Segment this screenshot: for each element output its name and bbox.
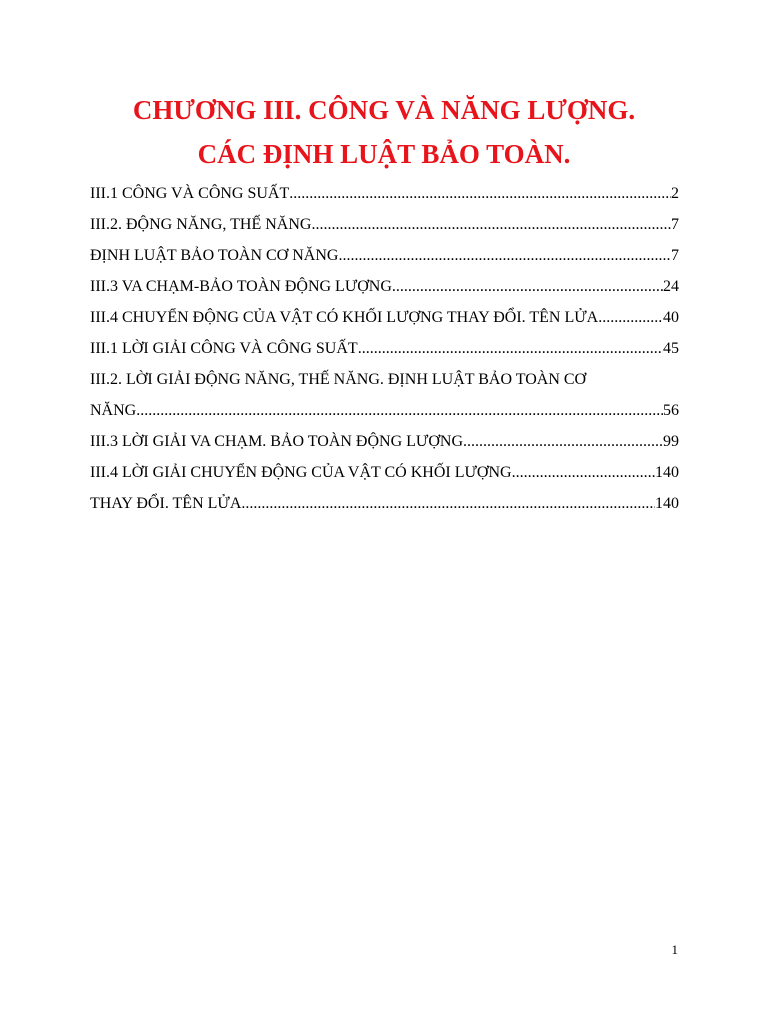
toc-entry-page: 2	[671, 185, 679, 202]
toc-entry[interactable]	[90, 457, 679, 488]
toc-entry[interactable]	[90, 240, 679, 271]
toc-entry[interactable]	[90, 395, 679, 426]
toc-entry[interactable]	[90, 364, 679, 395]
toc-entry-page: 7	[671, 216, 679, 233]
chapter-title-line-2: CÁC ĐỊNH LUẬT BẢO TOÀN.	[197, 139, 571, 169]
toc-entry[interactable]	[90, 302, 679, 333]
toc-entry-page: 140	[655, 495, 679, 512]
toc-entry-title: THAY ĐỔI. TÊN LỬA	[90, 495, 242, 512]
toc-entry[interactable]	[90, 426, 679, 457]
toc-dot-leader	[311, 209, 671, 240]
toc-dot-leader	[136, 395, 663, 426]
toc-dot-leader	[512, 457, 655, 488]
chapter-title-line-1: CHƯƠNG III. CÔNG VÀ NĂNG LƯỢNG.	[132, 95, 636, 125]
toc-entry-title: III.3 VA CHẠM-BẢO TOÀN ĐỘNG LƯỢNG	[90, 278, 392, 295]
toc-entry-page: 140	[655, 464, 679, 481]
toc-entry[interactable]	[90, 271, 679, 302]
toc-dot-leader	[392, 271, 663, 302]
toc-entry-page: 99	[663, 433, 679, 450]
footer-page-number: 1	[671, 942, 678, 957]
toc-entry[interactable]	[90, 488, 679, 519]
toc-entry-page: 40	[663, 309, 679, 326]
chapter-title	[0, 88, 768, 176]
toc-entry[interactable]	[90, 333, 679, 364]
toc-entry[interactable]	[90, 178, 679, 209]
toc-dot-leader	[241, 488, 655, 519]
toc-dot-leader	[598, 302, 663, 333]
toc-entry-title: III.1 CÔNG VÀ CÔNG SUẤT	[90, 185, 290, 202]
toc-dot-leader	[289, 178, 671, 209]
toc-entry-page: 56	[663, 402, 679, 419]
toc-dot-leader	[358, 333, 663, 364]
toc-entry-title: III.2. ĐỘNG NĂNG, THẾ NĂNG	[90, 216, 312, 233]
toc-entry-page: 7	[671, 247, 679, 264]
table-of-contents	[90, 178, 679, 519]
toc-entry-title: ĐỊNH LUẬT BẢO TOÀN CƠ NĂNG	[90, 247, 339, 264]
toc-entry[interactable]	[90, 209, 679, 240]
toc-entry-title: III.1 LỜI GIẢI CÔNG VÀ CÔNG SUẤT	[90, 340, 358, 357]
toc-entry-title: III.4 CHUYỂN ĐỘNG CỦA VẬT CÓ KHỐI LƯỢNG THAY ĐỔI. TÊN LỬA	[90, 309, 599, 326]
toc-entry-page: 24	[663, 278, 679, 295]
toc-dot-leader	[338, 240, 671, 271]
toc-entry-title: III.4 LỜI GIẢI CHUYỂN ĐỘNG CỦA VẬT CÓ KHỐI LƯỢNG	[90, 464, 512, 481]
toc-entry-title: NĂNG	[90, 402, 137, 419]
toc-entry-title: III.2. LỜI GIẢI ĐỘNG NĂNG, THẾ NĂNG. ĐỊNH LUẬT BẢO TOÀN CƠ	[90, 371, 587, 388]
toc-entry-page: 45	[663, 340, 679, 357]
toc-dot-leader	[463, 426, 663, 457]
toc-entry-title: III.3 LỜI GIẢI VA CHẠM. BẢO TOÀN ĐỘNG LƯỢNG	[90, 433, 463, 450]
